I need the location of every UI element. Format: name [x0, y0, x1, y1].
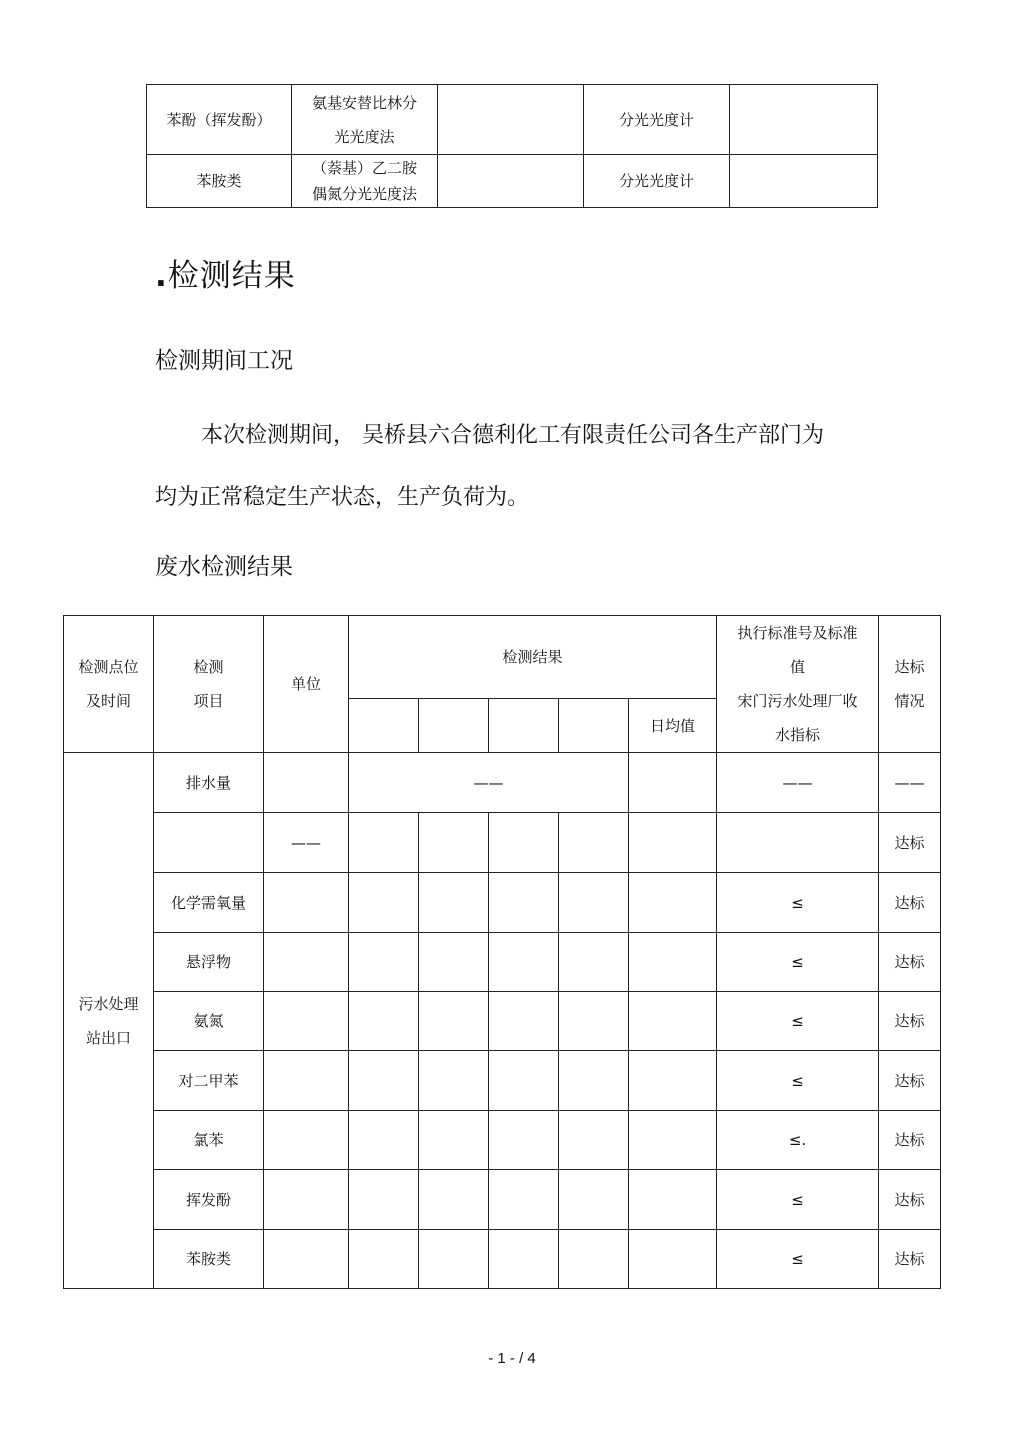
daily-average-cell	[629, 933, 717, 992]
table-row	[64, 813, 941, 873]
result-cell	[419, 873, 489, 933]
result-cell	[489, 813, 559, 873]
result-sample-header	[559, 699, 629, 753]
result-cell	[349, 992, 419, 1051]
status-cell: ——	[879, 753, 941, 813]
result-cell	[559, 933, 629, 992]
daily-average-cell	[629, 1051, 717, 1111]
status-header: 达标 情况	[879, 616, 941, 753]
result-cell	[559, 1111, 629, 1170]
result-cell	[559, 813, 629, 873]
result-cell	[419, 1051, 489, 1111]
blank-cell	[438, 85, 584, 155]
daily-average-cell	[629, 992, 717, 1051]
method-table	[146, 84, 878, 208]
unit-cell	[264, 873, 349, 933]
result-cell	[419, 1170, 489, 1230]
table-row	[64, 1111, 941, 1170]
table-row	[64, 1230, 941, 1289]
method-line: （萘基）乙二胺	[311, 159, 417, 177]
result-cell	[559, 1170, 629, 1230]
unit-cell	[264, 1051, 349, 1111]
result-sample-header	[419, 699, 489, 753]
location-header: 检测点位 及时间	[64, 616, 154, 753]
status-cell: 达标	[879, 1170, 941, 1230]
results-header: 检测结果	[349, 616, 717, 699]
unit-cell	[264, 1111, 349, 1170]
daily-average-cell	[629, 1111, 717, 1170]
standard-cell: ≤	[717, 1051, 879, 1111]
table-row	[64, 1051, 941, 1111]
result-cell	[489, 992, 559, 1051]
daily-average-cell	[629, 1230, 717, 1289]
result-cell	[489, 933, 559, 992]
instrument-cell: 分光光度计	[584, 85, 730, 155]
result-cell	[349, 813, 419, 873]
result-cell	[349, 1170, 419, 1230]
method-cell	[292, 85, 438, 155]
extra-cell	[730, 85, 878, 155]
unit-cell	[264, 1170, 349, 1230]
wastewater-results-table	[63, 615, 941, 1289]
standard-cell: ≤	[717, 1170, 879, 1230]
result-cell	[349, 933, 419, 992]
standard-cell: ≤	[717, 1230, 879, 1289]
page-number: - 1 - / 4	[488, 1350, 536, 1367]
standard-cell	[717, 813, 879, 873]
daily-average-cell	[629, 753, 717, 813]
table-row	[64, 1170, 941, 1230]
result-cell	[489, 1111, 559, 1170]
method-line: 偶氮分光光度法	[311, 185, 417, 203]
result-cell	[559, 1230, 629, 1289]
status-cell: 达标	[879, 813, 941, 873]
result-sample-header	[489, 699, 559, 753]
conditions-paragraph	[155, 405, 855, 529]
unit-cell	[264, 992, 349, 1051]
unit-cell	[264, 753, 349, 813]
paragraph-line-2: 均为正常稳定生产状态，生产负荷为。	[155, 485, 530, 510]
paragraph-line	[155, 405, 855, 467]
result-cell	[419, 933, 489, 992]
table-row	[64, 753, 941, 813]
status-cell: 达标	[879, 992, 941, 1051]
table-row	[147, 155, 878, 208]
results-cell: ——	[349, 753, 629, 813]
item-cell: 悬浮物	[154, 933, 264, 992]
result-cell	[489, 1230, 559, 1289]
result-cell	[349, 1051, 419, 1111]
status-cell: 达标	[879, 1051, 941, 1111]
status-cell: 达标	[879, 933, 941, 992]
result-cell	[559, 1051, 629, 1111]
standard-cell: ≤.	[717, 1111, 879, 1170]
unit-header: 单位	[264, 616, 349, 753]
status-cell: 达标	[879, 873, 941, 933]
standard-cell: ——	[717, 753, 879, 813]
result-cell	[489, 1051, 559, 1111]
location-cell: 污水处理 站出口	[64, 753, 154, 1289]
item-header: 检测 项目	[154, 616, 264, 753]
standard-cell: ≤	[717, 873, 879, 933]
unit-cell: ——	[264, 813, 349, 873]
item-cell: 氨氮	[154, 992, 264, 1051]
result-cell	[559, 873, 629, 933]
item-cell: 苯胺类	[154, 1230, 264, 1289]
item-cell: 挥发酚	[154, 1170, 264, 1230]
result-cell	[349, 1230, 419, 1289]
result-sample-header	[349, 699, 419, 753]
method-item-cell: 苯酚（挥发酚）	[147, 85, 292, 155]
result-cell	[349, 1111, 419, 1170]
daily-average-cell	[629, 873, 717, 933]
status-cell: 达标	[879, 1111, 941, 1170]
table-row	[64, 992, 941, 1051]
subsection-wastewater-title: 废水检测结果	[155, 554, 293, 580]
item-cell: 对二甲苯	[154, 1051, 264, 1111]
table-row	[64, 933, 941, 992]
header-row	[64, 616, 941, 699]
daily-average-cell	[629, 813, 717, 873]
section-title-dot: .	[155, 258, 168, 294]
item-cell: 排水量	[154, 753, 264, 813]
item-cell	[154, 813, 264, 873]
blank-cell	[438, 155, 584, 208]
item-cell: 化学需氧量	[154, 873, 264, 933]
result-cell	[559, 992, 629, 1051]
method-item-cell: 苯胺类	[147, 155, 292, 208]
result-cell	[419, 813, 489, 873]
table-row	[147, 85, 878, 155]
standard-header: 执行标准号及标准 值 宋门污水处理厂收 水指标	[717, 616, 879, 753]
standard-cell: ≤	[717, 933, 879, 992]
method-line: 光光度法	[334, 127, 395, 146]
result-cell	[489, 873, 559, 933]
unit-cell	[264, 1230, 349, 1289]
instrument-cell: 分光光度计	[584, 155, 730, 208]
section-title	[155, 250, 296, 295]
subsection-conditions-title: 检测期间工况	[155, 348, 293, 374]
standard-cell: ≤	[717, 992, 879, 1051]
daily-average-header: 日均值	[629, 699, 717, 753]
result-cell	[489, 1170, 559, 1230]
item-cell: 氯苯	[154, 1111, 264, 1170]
result-cell	[419, 992, 489, 1051]
table-row	[64, 873, 941, 933]
method-cell	[292, 155, 438, 208]
paragraph-line-1: 本次检测期间， 吴桥县六合德利化工有限责任公司各生产部门为	[201, 423, 824, 448]
unit-cell	[264, 933, 349, 992]
result-cell	[419, 1111, 489, 1170]
section-title-text: 检测结果	[167, 258, 296, 294]
daily-average-cell	[629, 1170, 717, 1230]
status-cell: 达标	[879, 1230, 941, 1289]
result-cell	[349, 873, 419, 933]
extra-cell	[730, 155, 878, 208]
method-line: 氨基安替比林分	[311, 93, 417, 112]
result-cell	[419, 1230, 489, 1289]
